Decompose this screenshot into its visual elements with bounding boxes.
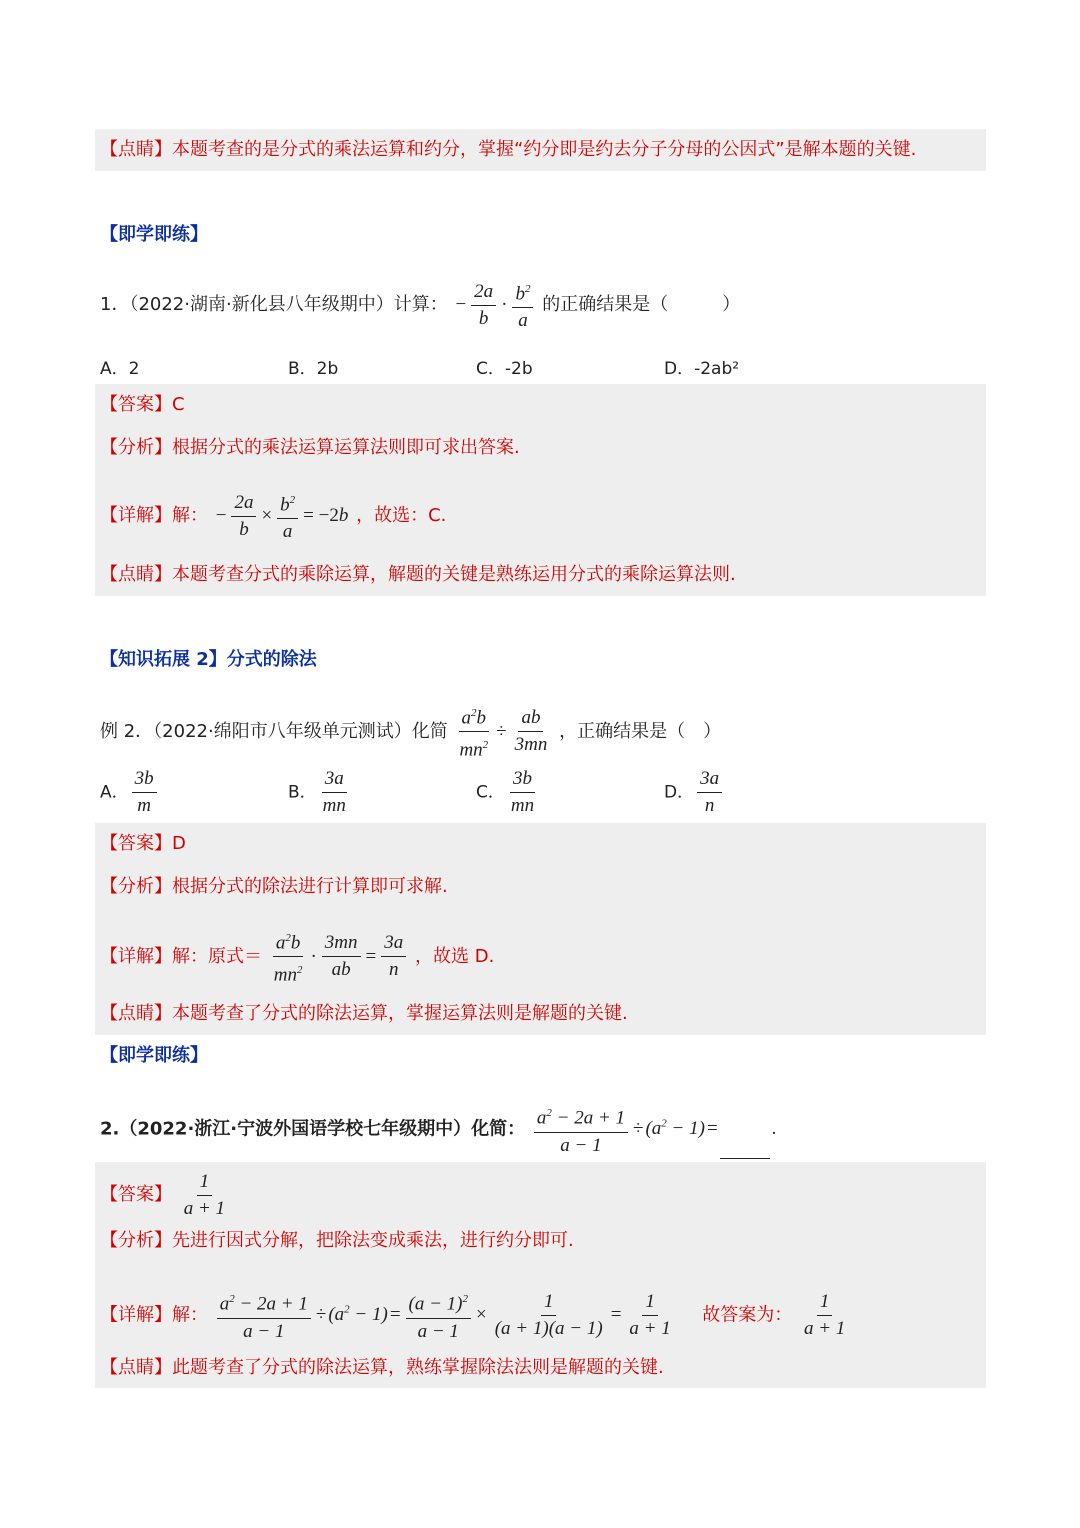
ex2-option-a[interactable]: A． $\frac{3b}{m}$ (100, 766, 160, 819)
detail-tag: 【详解】 (100, 945, 172, 967)
ex2-detail-expression: $\frac{a^2b}{mn^2}$ · $\frac{3mn}{ab}$ = $\frac{3a}{n}$ (268, 946, 415, 967)
practice-heading-2: 【即学即练】 (100, 1045, 208, 1066)
ex2-option-b[interactable]: B． $\frac{3a}{mn}$ (288, 768, 346, 816)
q2-detail-mid: 故答案为： (702, 1304, 793, 1326)
practice-heading-1: 【即学即练】 (100, 224, 208, 245)
detail-tag: 【详解】 (100, 505, 172, 526)
question-1-expression: − $\frac{2a}{b}$ · $\frac{b^2}{a}$ (453, 294, 542, 315)
q1-detail-expression: − $\frac{2a}{b}$ × $\frac{b^2}{a}$ = −2b (214, 505, 356, 526)
q2-detail-line (100, 1279, 851, 1346)
ex2-analysis-text: 根据分式的除法进行计算即可求解. (172, 876, 448, 897)
q1-answer-value: C (172, 394, 185, 415)
example-2-suffix: ，正确结果是（ ） (559, 720, 722, 742)
q1-dianjing-line (100, 563, 736, 587)
answer-tag: 【答案】 (100, 394, 172, 415)
answer-tag: 【答案】 (100, 1184, 172, 1205)
q1-option-a[interactable]: A．2 (100, 359, 140, 379)
section-2-heading (100, 648, 317, 672)
top-dianjing-line (100, 138, 916, 162)
q2-detail-expression: $\frac{a^2 - 2a + 1}{a - 1}$ ÷ $(a^2 - 1)$ = $\frac{(a - 1)^2}{a - 1}$ × $\frac{1}{(a + 1)(a - 1)}$ = $\frac{1}{a + 1}$ (214, 1304, 683, 1325)
q1-option-d[interactable]: D．-2ab² (664, 359, 740, 379)
example-2-expression: $\frac{a^2b}{mn^2}$ ÷ $\frac{ab}{3mn}$ (453, 721, 559, 742)
q1-analysis-line (100, 436, 520, 460)
ex2-analysis-line (100, 875, 448, 899)
q2-answer-expression: $\frac{1}{a + 1}$ (183, 1170, 226, 1219)
q1-detail-line (100, 486, 446, 546)
ex2-dianjing-text: 本题考查了分式的除法运算，掌握运算法则是解题的关键. (172, 1003, 628, 1024)
q2-dianjing-text: 此题考查了分式的除法运算，熟练掌握除法法则是解题的关键. (172, 1357, 664, 1378)
ex2-detail-line (100, 925, 494, 989)
q1-dianjing-text: 本题考查分式的乘除运算，解题的关键是熟练运用分式的乘除运算法则. (172, 564, 736, 585)
ex2-option-d[interactable]: D． $\frac{3a}{n}$ (664, 766, 725, 819)
question-1 (100, 275, 740, 335)
ex2-answer-value: D (172, 833, 186, 854)
ex2-detail-prefix: 解：原式＝ (172, 945, 262, 967)
question-1-prefix: 1．（2022·湖南·新化县八年级期中）计算： (100, 294, 448, 315)
q2-analysis-text: 先进行因式分解，把除法变成乘法，进行约分即可. (172, 1230, 574, 1251)
ex2-dianjing-line (100, 1002, 628, 1026)
section-2-tag: 【知识拓展 2】 (100, 649, 227, 670)
q2-analysis-line (100, 1229, 574, 1253)
analysis-tag: 【分析】 (100, 876, 172, 897)
answer-tag: 【答案】 (100, 833, 172, 854)
example-2 (100, 700, 721, 764)
ex2-answer-line (100, 832, 186, 856)
dianjing-text: 本题考查的是分式的乘法运算和约分，掌握“约分即是约去分子分母的公因式”是解本题的关键. (172, 139, 917, 160)
option-letter: B． (288, 782, 317, 803)
example-2-prefix: 例 2．（2022·绵阳市八年级单元测试）化简 (100, 720, 448, 742)
q2-detail-final: $\frac{1}{a + 1}$ (803, 1290, 846, 1339)
analysis-tag: 【分析】 (100, 437, 172, 458)
q2-detail-prefix: 解： (172, 1304, 208, 1326)
analysis-tag: 【分析】 (100, 1230, 172, 1251)
q1-detail-prefix: 解： (172, 505, 208, 526)
question-2 (100, 1094, 778, 1159)
ex2-detail-suffix: ，故选 D. (414, 945, 495, 967)
q2-answer-line (100, 1165, 231, 1225)
q1-option-b[interactable]: B．2b (288, 359, 339, 379)
q1-detail-suffix: ，故选：C. (356, 505, 447, 526)
q1-option-c[interactable]: C．-2b (476, 359, 533, 379)
dianjing-tag: 【点睛】 (100, 1357, 172, 1378)
dianjing-tag: 【点睛】 (100, 564, 172, 585)
option-letter: C． (476, 782, 505, 803)
q1-analysis-text: 根据分式的乘法运算运算法则即可求出答案. (172, 437, 520, 458)
section-2-title: 分式的除法 (226, 649, 317, 670)
detail-tag: 【详解】 (100, 1304, 172, 1326)
question-2-expression: $\frac{a^2 - 2a + 1}{a - 1}$ ÷ $(a^2 - 1)$ = . (531, 1118, 779, 1139)
q1-answer-line (100, 393, 185, 417)
question-2-prefix: 2.（2022·浙江·宁波外国语学校七年级期中）化简： (100, 1118, 526, 1140)
option-letter: D． (664, 782, 695, 803)
q2-dianjing-line (100, 1356, 664, 1380)
dianjing-tag: 【点睛】 (100, 1003, 172, 1024)
answer-blank[interactable] (720, 1140, 770, 1159)
option-letter: A． (100, 782, 129, 803)
ex2-option-c[interactable]: C． $\frac{3b}{mn}$ (476, 768, 535, 816)
dianjing-tag: 【点睛】 (100, 139, 172, 160)
question-1-suffix: 的正确结果是（ ） (542, 294, 741, 315)
